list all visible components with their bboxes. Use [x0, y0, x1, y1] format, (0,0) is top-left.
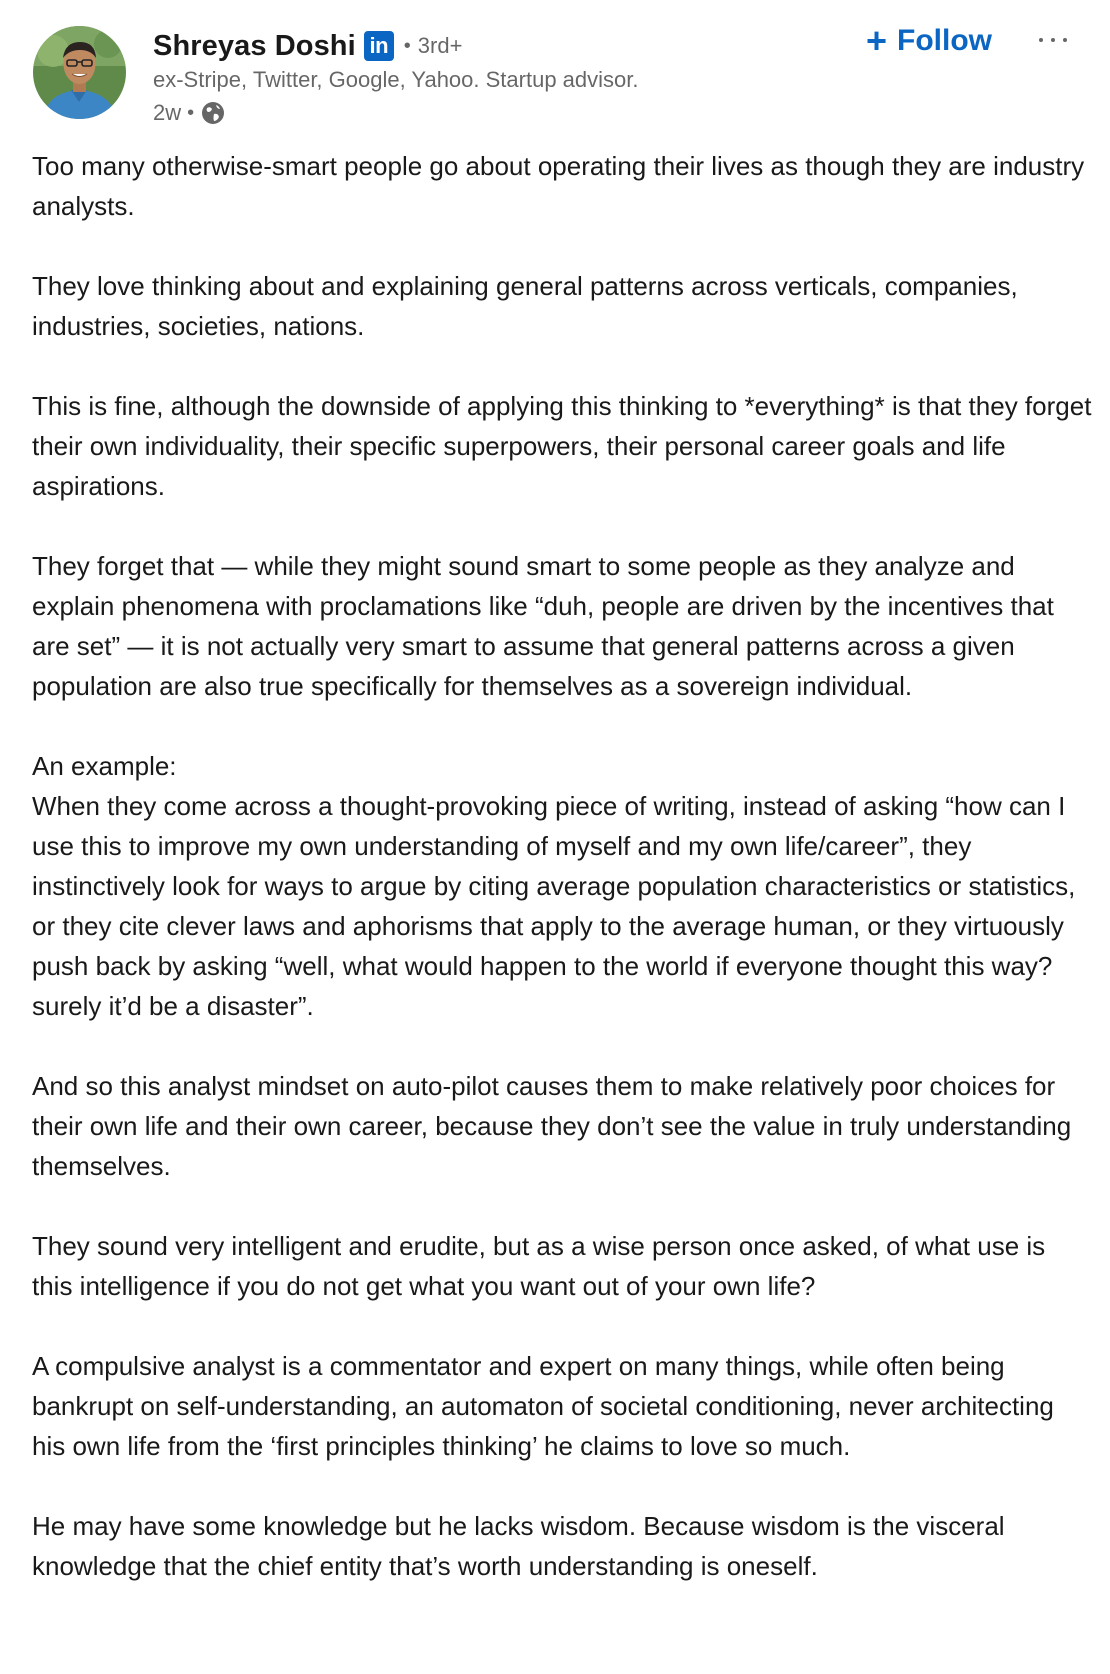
separator-dot: •: [187, 101, 195, 124]
post-paragraph: They forget that — while they might sound smart to some people as they analyze and explain phenomena with proclamations like “duh, people are driven by the incentives that are set” — it is not actually very smart to assume that general patterns across a given population are also true specifically for themselves as a sovereign individual.: [32, 551, 1054, 701]
post-paragraph: This is fine, although the downside of applying this thinking to *everything* is that they forget their own individuality, their specific superpowers, their personal career goals and life aspirations.: [32, 391, 1092, 501]
linkedin-icon: in: [364, 31, 394, 61]
post-paragraph: He may have some knowledge but he lacks wisdom. Because wisdom is the visceral knowledge that the chief entity that’s worth understanding is oneself.: [32, 1511, 1005, 1581]
follow-label: Follow: [897, 24, 993, 57]
post-paragraph: Too many otherwise-smart people go about operating their lives as though they are industry analysts.: [32, 151, 1085, 221]
separator-dot: •: [403, 34, 411, 57]
more-options-icon[interactable]: [1030, 22, 1076, 58]
post-paragraph: And so this analyst mindset on auto-pilot causes them to make relatively poor choices for their own life and their own career, because they don’t see the value in truly understanding themselves.: [32, 1071, 1072, 1181]
globe-icon: [200, 100, 226, 126]
author-headline: ex-Stripe, Twitter, Google, Yahoo. Startup advisor.: [153, 67, 639, 92]
post-paragraph: An example: When they come across a thought-provoking piece of writing, instead of asking “how can I use this to improve my own understanding of myself and my own life/career”, they instinctively look for ways to argue by citing average population characteristics or statistics, or they cite clever laws and aphorisms that apply to the average human, or they virtuously push back by asking “well, what would happen to the world if everyone thought this way? surely it’d be a disaster”.: [32, 751, 1076, 1021]
post-meta: [153, 98, 226, 128]
author-name-row: [153, 26, 462, 66]
connection-degree: 3rd+: [417, 33, 463, 58]
plus-icon: +: [866, 20, 888, 61]
post-paragraph: A compulsive analyst is a commentator and expert on many things, while often being bankrupt on self-understanding, an automaton of societal conditioning, never architecting his own life from the ‘first principles thinking’ he claims to love so much.: [32, 1351, 1054, 1461]
author-name[interactable]: Shreyas Doshi: [153, 29, 356, 62]
avatar-photo: [33, 26, 126, 119]
post-body: [32, 146, 1092, 1626]
post-paragraph: They sound very intelligent and erudite, but as a wise person once asked, of what use is this intelligence if you do not get what you want out of your own life?: [32, 1231, 1046, 1301]
follow-button[interactable]: [858, 20, 1000, 62]
post-time[interactable]: 2w: [153, 100, 182, 125]
author-avatar[interactable]: [33, 26, 126, 119]
post-paragraph: They love thinking about and explaining general patterns across verticals, companies, industries, societies, nations.: [32, 271, 1018, 341]
